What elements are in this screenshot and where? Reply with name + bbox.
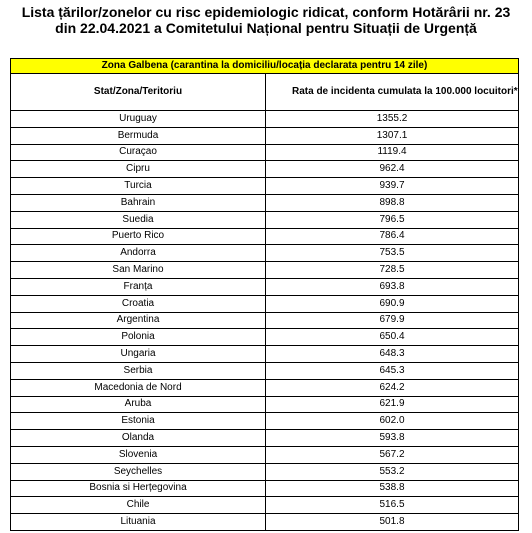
title-line-1: Lista țărilor/zonelor cu risc epidemiologic ridicat, conform Hotărârii nr. 23 <box>21 4 511 20</box>
table-row <box>11 312 519 329</box>
table-row <box>11 178 519 195</box>
country-cell: Curaçao <box>11 144 266 161</box>
table-row <box>11 262 519 279</box>
rate-cell: 753.5 <box>266 245 519 262</box>
country-cell: Croatia <box>11 295 266 312</box>
document-title <box>0 4 532 36</box>
rate-cell: 516.5 <box>266 497 519 514</box>
country-cell: Serbia <box>11 362 266 379</box>
table-row <box>11 161 519 178</box>
rate-cell: 962.4 <box>266 161 519 178</box>
country-cell: Lituania <box>11 514 266 531</box>
table-row <box>11 463 519 480</box>
column-header-rate <box>266 74 519 111</box>
rate-cell: 602.0 <box>266 413 519 430</box>
table-row <box>11 211 519 228</box>
table-row <box>11 329 519 346</box>
country-cell: Franța <box>11 278 266 295</box>
rate-cell: 1355.2 <box>266 111 519 128</box>
table-row <box>11 497 519 514</box>
risk-zones-table <box>10 58 519 531</box>
rate-cell: 693.8 <box>266 278 519 295</box>
country-cell: Chile <box>11 497 266 514</box>
table-row <box>11 379 519 396</box>
rate-cell: 690.9 <box>266 295 519 312</box>
country-cell: Ungaria <box>11 346 266 363</box>
country-cell: Macedonia de Nord <box>11 379 266 396</box>
table-row <box>11 480 519 497</box>
country-cell: Suedia <box>11 211 266 228</box>
rate-cell: 624.2 <box>266 379 519 396</box>
country-cell: Bosnia si Herțegovina <box>11 480 266 497</box>
country-cell: Aruba <box>11 396 266 413</box>
table-row <box>11 144 519 161</box>
rate-cell: 939.7 <box>266 178 519 195</box>
rate-cell: 728.5 <box>266 262 519 279</box>
country-cell: Polonia <box>11 329 266 346</box>
table-row <box>11 514 519 531</box>
table-row <box>11 245 519 262</box>
country-cell: Turcia <box>11 178 266 195</box>
rate-cell: 538.8 <box>266 480 519 497</box>
rate-cell: 650.4 <box>266 329 519 346</box>
rate-cell: 553.2 <box>266 463 519 480</box>
rate-cell: 898.8 <box>266 194 519 211</box>
country-cell: Andorra <box>11 245 266 262</box>
country-cell: Puerto Rico <box>11 228 266 245</box>
country-cell: Bahrain <box>11 194 266 211</box>
table-row <box>11 127 519 144</box>
table-row <box>11 362 519 379</box>
table-row <box>11 295 519 312</box>
country-cell: Estonia <box>11 413 266 430</box>
rate-cell: 593.8 <box>266 430 519 447</box>
rate-cell: 501.8 <box>266 514 519 531</box>
rate-cell: 621.9 <box>266 396 519 413</box>
column-header-rate-label: Rata de incidenta cumulata la 100.000 locuitori* <box>292 86 518 97</box>
rate-cell: 679.9 <box>266 312 519 329</box>
table-row <box>11 346 519 363</box>
country-cell: Olanda <box>11 430 266 447</box>
rate-cell: 567.2 <box>266 446 519 463</box>
table-body <box>11 111 519 531</box>
table-row <box>11 446 519 463</box>
table-row <box>11 194 519 211</box>
rate-cell: 1119.4 <box>266 144 519 161</box>
table-row <box>11 228 519 245</box>
column-header-country: Stat/Zona/Teritoriu <box>11 74 266 111</box>
zone-galbena-header: Zona Galbena (carantina la domiciliu/locația declarata pentru 14 zile) <box>11 59 519 74</box>
title-line-2: din 22.04.2021 a Comitetului Național pentru Situații de Urgență <box>55 20 477 36</box>
country-cell: San Marino <box>11 262 266 279</box>
rate-cell: 786.4 <box>266 228 519 245</box>
table-row <box>11 413 519 430</box>
country-cell: Argentina <box>11 312 266 329</box>
table-row <box>11 396 519 413</box>
table-row <box>11 278 519 295</box>
rate-cell: 1307.1 <box>266 127 519 144</box>
rate-cell: 645.3 <box>266 362 519 379</box>
country-cell: Slovenia <box>11 446 266 463</box>
country-cell: Seychelles <box>11 463 266 480</box>
country-cell: Cipru <box>11 161 266 178</box>
table-row <box>11 111 519 128</box>
rate-cell: 796.5 <box>266 211 519 228</box>
country-cell: Uruguay <box>11 111 266 128</box>
table-row <box>11 430 519 447</box>
rate-cell: 648.3 <box>266 346 519 363</box>
country-cell: Bermuda <box>11 127 266 144</box>
